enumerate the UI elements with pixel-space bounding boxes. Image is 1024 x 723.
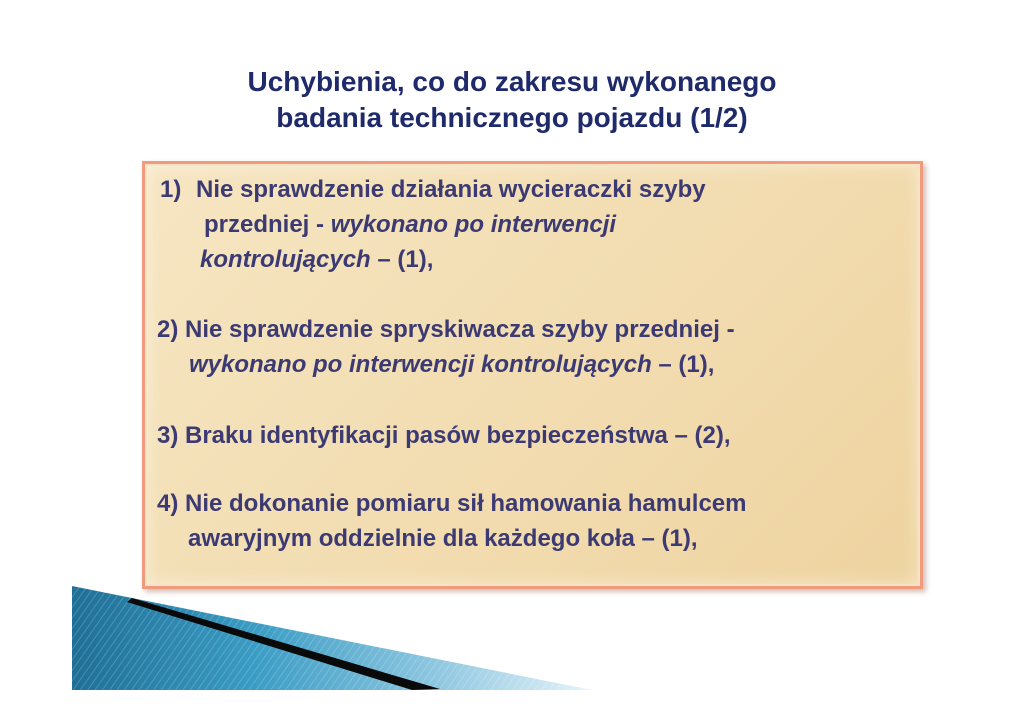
item-1-line-1: Nie sprawdzenie działania wycieraczki szyby [196,176,706,203]
item-2-line-2-tail: – (1), [651,351,715,378]
list-item-1 [160,172,706,277]
title-line-1: Uchybienia, co do zakresu wykonanego [247,66,777,97]
item-2-line-1: 2) Nie sprawdzenie spryskiwacza szyby przedniej - [157,316,735,343]
item-4-line-1: 4) Nie dokonanie pomiaru sił hamowania hamulcem [157,490,747,517]
item-4-line-2: awaryjnym oddzielnie dla każdego koła – (1), [188,525,698,552]
item-1-line-3-tail: – (1), [370,246,434,273]
item-1-line-3-italic: kontrolujących [200,246,371,273]
item-1-line-2-italic: wykonano po interwencji [330,211,617,238]
title-line-2: badania technicznego pojazdu (1/2) [276,102,748,133]
list-item-3 [157,418,731,453]
list-item-4 [157,486,746,556]
item-2-line-2-italic: wykonano po interwencji kontrolujących [189,351,652,378]
decorative-swoosh [72,586,592,690]
list-item-2 [157,312,735,382]
item-3-line-1: 3) Braku identyfikacji pasów bezpieczeństwa – (2), [157,422,731,449]
item-1-number: 1) [160,176,182,203]
page-title [0,64,1024,136]
item-1-line-2: przedniej - [204,211,331,238]
